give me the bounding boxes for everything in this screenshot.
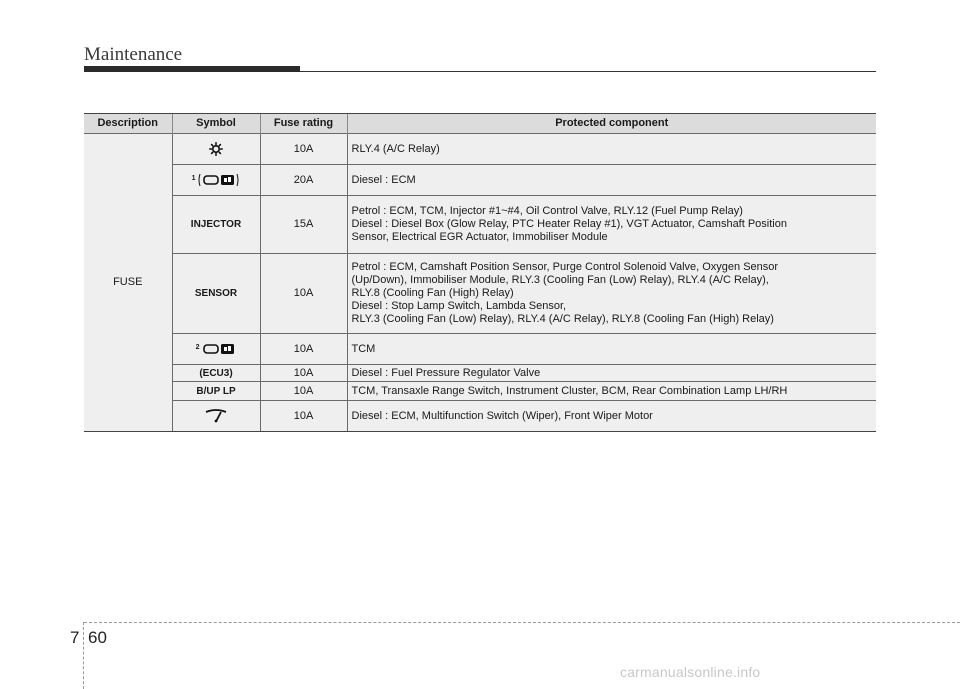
table-row <box>84 196 876 254</box>
table-header-row <box>84 114 876 134</box>
component-line: Petrol : ECM, Camshaft Position Sensor, Purge Control Solenoid Valve, Oxygen Sensor <box>351 261 779 273</box>
symbol-cell <box>172 334 260 365</box>
component-line: TCM <box>351 342 376 355</box>
footer-divider <box>83 622 84 689</box>
table-row <box>84 334 876 365</box>
fuse-rating-cell: 10A <box>260 365 347 382</box>
footer-rule <box>84 622 960 623</box>
component-line: RLY.3 (Cooling Fan (Low) Relay), RLY.4 (A/C Relay), RLY.8 (Cooling Fan (High) Relay) <box>351 313 774 325</box>
symbol-number: 2 <box>195 344 200 351</box>
component-line: Diesel : Stop Lamp Switch, Lambda Sensor, <box>351 300 567 312</box>
component-line: Diesel : ECM <box>351 173 416 186</box>
chapter-number: 7 <box>70 628 80 647</box>
wiper-icon <box>205 409 227 423</box>
engine-ecu-2-icon <box>202 341 236 357</box>
table-row <box>84 254 876 334</box>
protected-component-cell <box>347 254 876 334</box>
component-line: Diesel : Diesel Box (Glow Relay, PTC Heater Relay #1), VGT Actuator, Camshaft Position <box>351 218 787 230</box>
protected-component-cell <box>347 365 876 382</box>
ac-fan-icon <box>209 142 223 156</box>
component-line: RLY.8 (Cooling Fan (High) Relay) <box>351 287 514 299</box>
symbol-cell: (ECU3) <box>172 365 260 382</box>
fuse-rating-cell: 10A <box>260 254 347 334</box>
component-line: Petrol : ECM, TCM, Injector #1~#4, Oil Control Valve, RLY.12 (Fuel Pump Relay) <box>351 205 743 217</box>
table-row <box>84 401 876 432</box>
component-line: Sensor, Electrical EGR Actuator, Immobiliser Module <box>351 231 608 243</box>
protected-component-cell <box>347 382 876 401</box>
engine-ecu-1-icon <box>198 172 240 188</box>
component-line: RLY.4 (A/C Relay) <box>351 142 440 155</box>
table-row <box>84 165 876 196</box>
table-row <box>84 365 876 382</box>
column-header-symbol: Symbol <box>172 114 260 134</box>
symbol-cell: B/UP LP <box>172 382 260 401</box>
component-line: TCM, Transaxle Range Switch, Instrument Cluster, BCM, Rear Combination Lamp LH/RH <box>351 384 788 397</box>
symbol-number: 1 <box>191 175 196 182</box>
fuse-rating-cell: 10A <box>260 382 347 401</box>
component-line: Diesel : ECM, Multifunction Switch (Wiper), Front Wiper Motor <box>351 409 653 422</box>
component-line: Diesel : Fuel Pressure Regulator Valve <box>351 366 541 379</box>
column-header-fuse-rating: Fuse rating <box>260 114 347 134</box>
symbol-cell: INJECTOR <box>172 196 260 254</box>
table-row <box>84 382 876 401</box>
protected-component-cell <box>347 401 876 432</box>
protected-component-cell <box>347 196 876 254</box>
column-header-protected-component: Protected component <box>347 114 876 134</box>
fuse-rating-cell: 10A <box>260 334 347 365</box>
fuse-rating-cell: 10A <box>260 134 347 165</box>
symbol-cell: SENSOR <box>172 254 260 334</box>
component-line: (Up/Down), Immobiliser Module, RLY.3 (Cooling Fan (Low) Relay), RLY.4 (A/C Relay), <box>351 274 769 286</box>
fuse-rating-cell: 20A <box>260 165 347 196</box>
page-title: Maintenance <box>84 44 183 65</box>
watermark: carmanualsonline.info <box>620 664 761 680</box>
protected-component-cell <box>347 334 876 365</box>
fuse-table <box>84 113 876 432</box>
protected-component-cell <box>347 134 876 165</box>
table-row <box>84 134 876 165</box>
page-number: 60 <box>88 628 107 647</box>
protected-component-cell <box>347 165 876 196</box>
symbol-cell <box>172 134 260 165</box>
header-rule <box>300 71 876 72</box>
description-cell: FUSE <box>84 134 172 432</box>
fuse-rating-cell: 15A <box>260 196 347 254</box>
fuse-rating-cell: 10A <box>260 401 347 432</box>
header-bar <box>84 66 300 72</box>
symbol-cell <box>172 401 260 432</box>
symbol-cell <box>172 165 260 196</box>
column-header-description: Description <box>84 114 172 134</box>
